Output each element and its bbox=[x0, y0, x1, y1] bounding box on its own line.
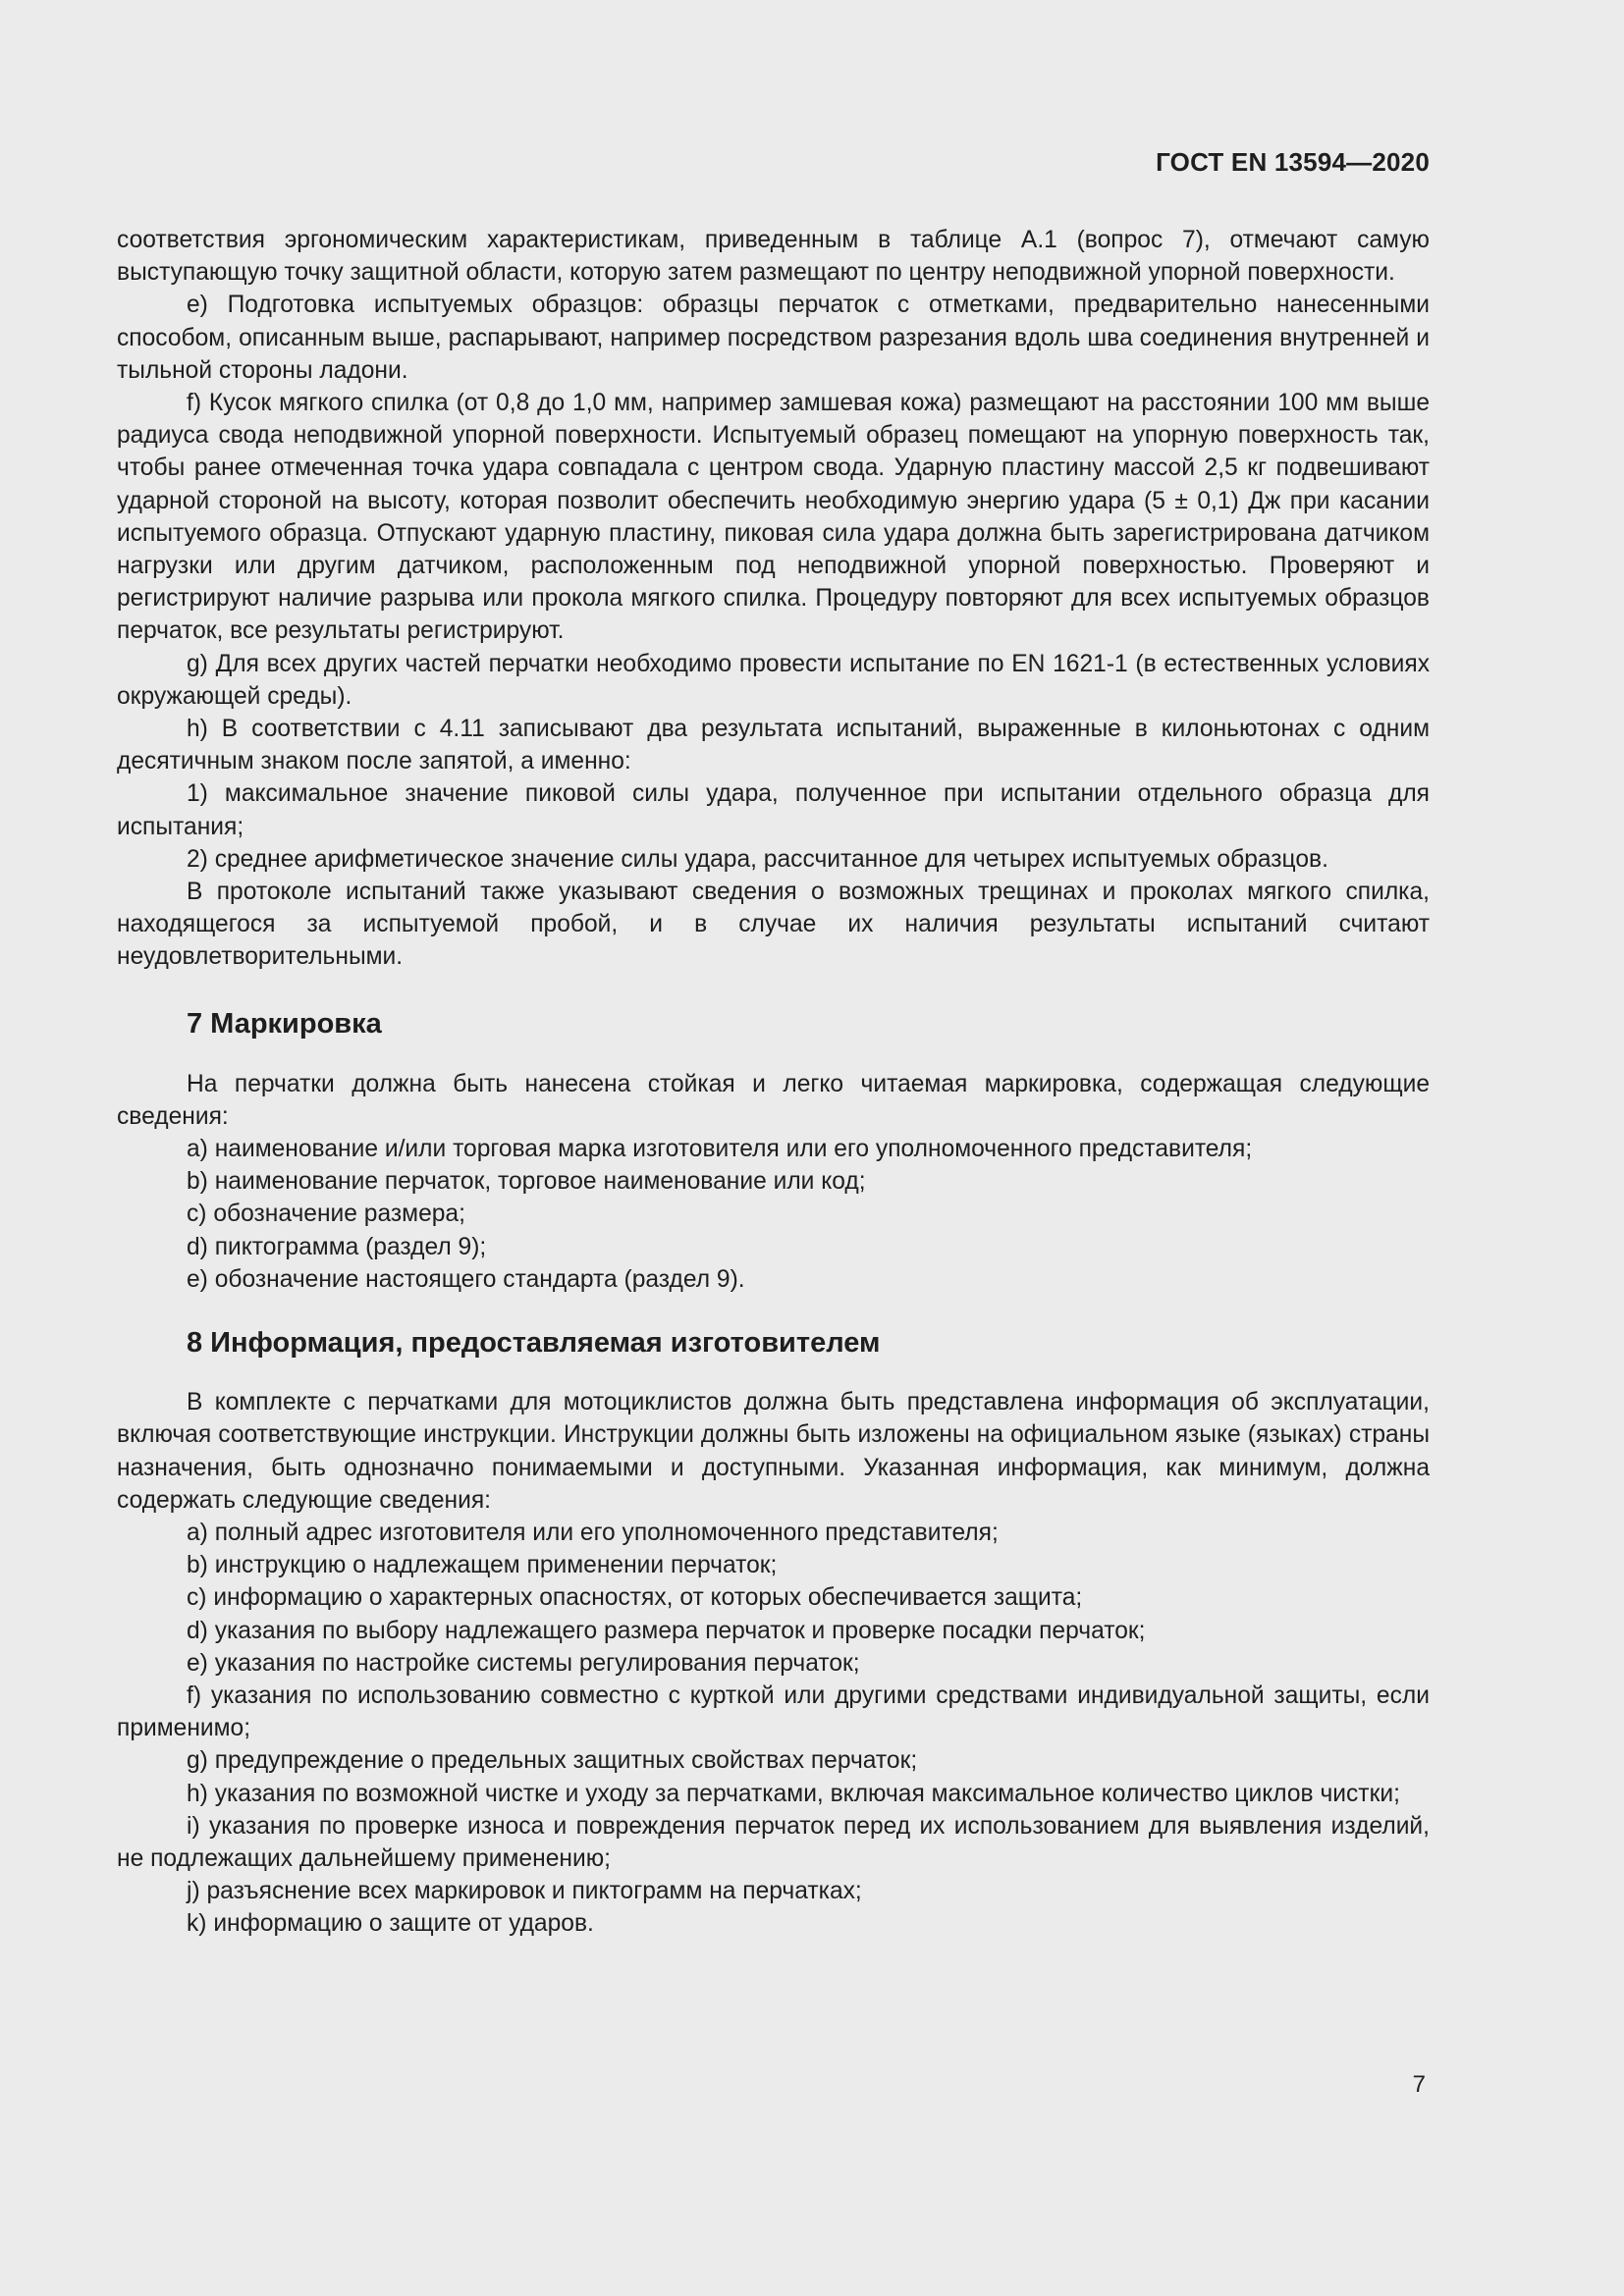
page-content bbox=[117, 224, 1430, 1941]
list-item: h) указания по возможной чистке и уходу за перчатками, включая максимальное количество циклов чистки; bbox=[187, 1780, 1400, 1807]
list-item: g) предупреждение о предельных защитных свойствах перчаток; bbox=[187, 1747, 918, 1775]
section-7-heading: 7 Маркировка bbox=[187, 1007, 382, 1040]
paragraph-h: h) В соответствии с 4.11 записывают два результата испытаний, выраженные в килоньютонах с одним десятичным знаком после запятой, а именно: bbox=[117, 716, 1430, 775]
list-item: a) полный адрес изготовителя или его уполномоченного представителя; bbox=[187, 1519, 999, 1546]
list-item: c) обозначение размера; bbox=[187, 1201, 465, 1228]
paragraph-f: f) Кусок мягкого спилка (от 0,8 до 1,0 мм, например замшевая кожа) размещают на расстоянии 100 мм выше радиуса свода неподвижной упорной поверхности. Испытуемый образец помещают на упорную поверхность так, чтобы ранее отмеченная точка удара совпадала с центром свода. Ударную пластину массой 2,5 кг подвешивают ударной стороной на высоту, которая позволит обеспечить необходимую энергию удара (5 ± 0,1) Дж при касании испытуемого образца. Отпускают ударную пластину, пиковая сила удара должна быть зарегистрирована датчиком нагрузки или другим датчиком, расположенным под неподвижной упорной поверхностью. Проверяют и регистрируют наличие разрыва или прокола мягкого спилка. Процедуру повторяют для всех испытуемых образцов перчаток, все результаты регистрируют. bbox=[117, 390, 1430, 645]
paragraph-e: e) Подготовка испытуемых образцов: образцы перчаток с отметками, предварительно нанесенными способом, описанным выше, распарывают, например посредством разрезания вдоль шва соединения внутренней и тыльной стороны ладони. bbox=[117, 292, 1430, 384]
section-7-intro: На перчатки должна быть нанесена стойкая и легко читаемая маркировка, содержащая следующие сведения: bbox=[117, 1070, 1430, 1130]
paragraph-h1: 1) максимальное значение пиковой силы удара, полученное при испытании отдельного образца для испытания; bbox=[117, 780, 1430, 840]
list-item: e) обозначение настоящего стандарта (раздел 9). bbox=[187, 1265, 745, 1293]
list-item: f) указания по использованию совместно с курткой или другими средствами индивидуальной защиты, если применимо; bbox=[117, 1682, 1430, 1742]
page-number: 7 bbox=[1412, 2071, 1426, 2098]
paragraph-g: g) Для всех других частей перчатки необходимо провести испытание по EN 1621-1 (в естественных условиях окружающей среды). bbox=[117, 650, 1430, 710]
list-item: d) указания по выбору надлежащего размера перчаток и проверке посадки перчаток; bbox=[187, 1617, 1146, 1644]
section-8-intro: В комплекте с перчатками для мотоциклистов должна быть представлена информация об эксплуатации, включая соответствующие инструкции. Инструкции должны быть изложены на официальном языке (языках) страны назначения, быть однозначно понимаемыми и доступными. Указанная информация, как минимум, должна содержать следующие сведения: bbox=[117, 1389, 1430, 1514]
paragraph-h2: 2) среднее арифметическое значение силы удара, рассчитанное для четырех испытуемых образцов. bbox=[187, 845, 1328, 873]
list-item: k) информацию о защите от ударов. bbox=[187, 1910, 594, 1938]
paragraph-protocol: В протоколе испытаний также указывают сведения о возможных трещинах и проколах мягкого спилка, находящегося за испытуемой пробой, и в случае их наличия результаты испытаний считают неудовлетворительными. bbox=[117, 879, 1430, 971]
list-item: d) пиктограмма (раздел 9); bbox=[187, 1233, 487, 1260]
list-item: a) наименование и/или торговая марка изготовителя или его уполномоченного представителя; bbox=[187, 1136, 1253, 1163]
list-item: e) указания по настройке системы регулирования перчаток; bbox=[187, 1649, 860, 1677]
section-8-heading: 8 Информация, предоставляемая изготовителем bbox=[187, 1327, 881, 1360]
list-item: i) указания по проверке износа и повреждения перчаток перед их использованием для выявления изделий, не подлежащих дальнейшему применению; bbox=[117, 1812, 1430, 1872]
paragraph-intro: соответствия эргономическим характеристикам, приведенным в таблице А.1 (вопрос 7), отмечают самую выступающую точку защитной области, которую затем размещают по центру неподвижной упорной поверхности. bbox=[117, 227, 1430, 287]
list-item: b) инструкцию о надлежащем применении перчаток; bbox=[187, 1552, 778, 1579]
list-item: j) разъяснение всех маркировок и пиктограмм на перчатках; bbox=[187, 1878, 862, 1905]
list-item: b) наименование перчаток, торговое наименование или код; bbox=[187, 1168, 866, 1196]
list-item: c) информацию о характерных опасностях, от которых обеспечивается защита; bbox=[187, 1584, 1083, 1612]
document-header: ГОСТ EN 13594—2020 bbox=[1156, 147, 1430, 177]
